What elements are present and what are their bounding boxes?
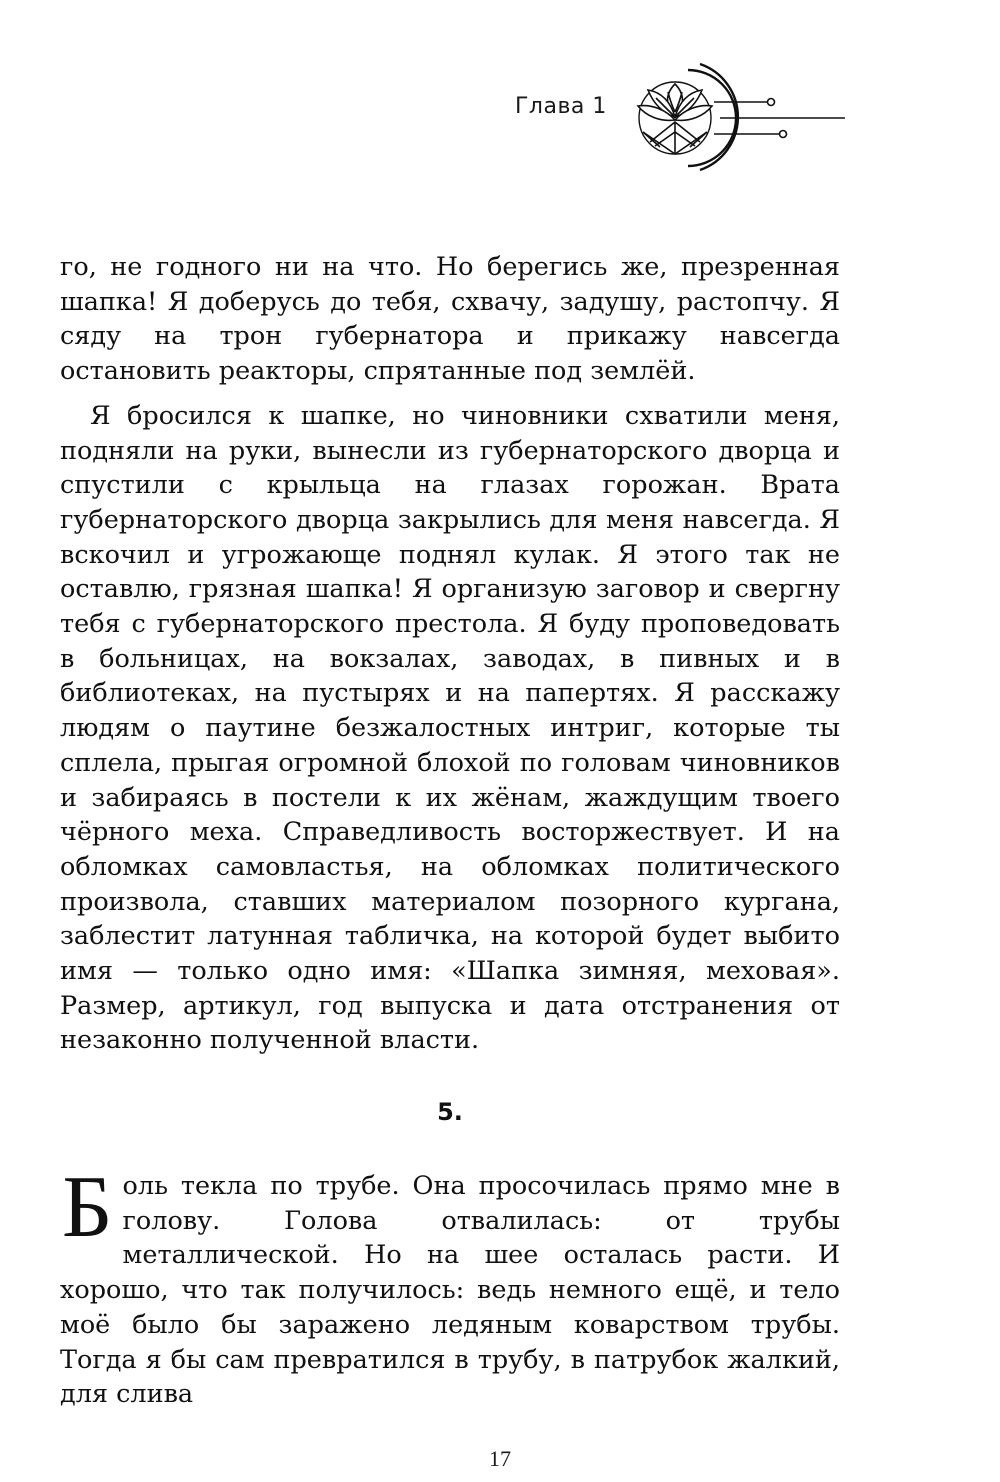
section-paragraph: [60, 1159, 840, 1412]
section-number: 5.: [437, 1098, 463, 1126]
drop-cap: Б: [62, 1159, 113, 1256]
lotus-emblem-icon: [630, 62, 845, 172]
page-number: 17: [489, 1446, 511, 1471]
paragraph: Я бросился к шапке, но чиновники схватили меня, подняли на руки, вынесли из губернаторского дворца и спустили с крыльца на глазах горожан. Врата губернаторского дворца закрылись для меня навсегда. Я вскочил и угрожающе поднял кулак. Я этого так не оставлю, грязная шапка! Я организую заговор и свергну тебя с губернаторского престола. Я буду проповедовать в больницах, на вокзалах, заводах, в пивных и в библиотеках, на пустырях и на папертях. Я расскажу людям о паутине безжалостных интриг, которые ты сплела, прыгая огромной блохой по головам чиновников и забираясь в постели к их жёнам, жаждущим твоего чёрного меха. Справедливость восторжествует. И на обломках самовластья, на обломках политического произвола, ставших материалом позорного кургана, заблестит латунная табличка, на которой будет выбито имя — только одно имя: «Шапка зимняя, меховая». Размер, артикул, год выпуска и дата отстранения от незаконно полученной власти.: [60, 400, 840, 1056]
paragraph: го, не годного ни на что. Но берегись же, презренная шапка! Я доберусь до тебя, схвачу, задушу, растопчу. Я сяду на трон губернатора и прикажу навсегда остановить реакторы, спрятанные под землёй.: [60, 252, 840, 387]
chapter-label: Глава 1: [515, 94, 607, 119]
body-text: [60, 250, 840, 1058]
section-paragraph-text: оль текла по трубе. Она просочилась прямо мне в голову. Голова отвалилась: от трубы металлической. Но на шее осталась расти. И хорошо, что так получилось: ведь немного ещё, и тело моё было бы заражено ледяным коварством трубы. Тогда я бы сам превратился в трубу, в патрубок жалкий, для слива: [60, 1171, 840, 1410]
page-header: [0, 0, 1000, 180]
